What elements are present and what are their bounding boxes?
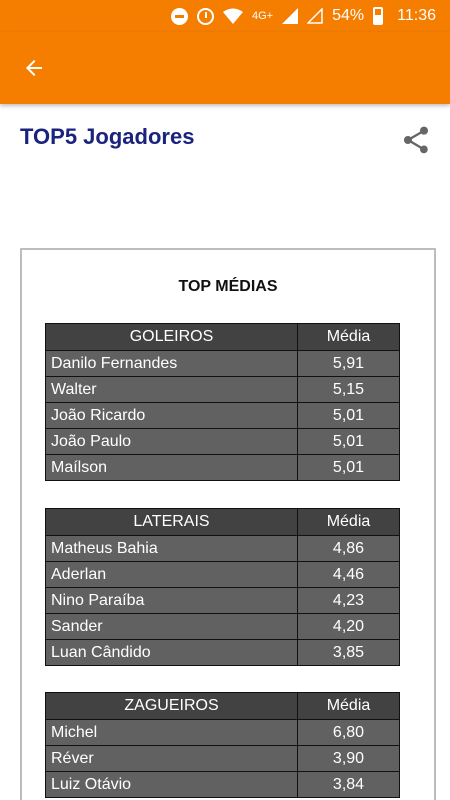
alarm-icon bbox=[197, 8, 214, 25]
player-name: Maílson bbox=[46, 455, 298, 481]
app-bar bbox=[0, 32, 450, 104]
network-type: 4G+ bbox=[252, 10, 274, 22]
table-row bbox=[46, 640, 400, 666]
player-value: 5,01 bbox=[298, 429, 400, 455]
player-value: 4,23 bbox=[298, 588, 400, 614]
arrow-back-icon bbox=[22, 56, 46, 80]
player-value: 5,01 bbox=[298, 455, 400, 481]
section-title: TOP MÉDIAS bbox=[178, 278, 278, 295]
player-name: Luiz Otávio bbox=[46, 772, 298, 798]
player-name: Danilo Fernandes bbox=[46, 351, 298, 377]
table-row bbox=[46, 614, 400, 640]
table-row bbox=[46, 377, 400, 403]
laterais-table bbox=[45, 508, 400, 666]
battery-text: 54% bbox=[332, 7, 365, 24]
signal-empty-icon bbox=[307, 8, 323, 24]
goleiros-table bbox=[45, 323, 400, 481]
signal-icon bbox=[282, 8, 298, 24]
table-row bbox=[46, 772, 400, 798]
position-header: GOLEIROS bbox=[46, 324, 298, 351]
player-name: Sander bbox=[46, 614, 298, 640]
status-bar bbox=[0, 0, 450, 32]
dnd-icon bbox=[171, 8, 188, 25]
battery-icon bbox=[373, 7, 383, 25]
zagueiros-table bbox=[45, 692, 400, 798]
player-value: 4,20 bbox=[298, 614, 400, 640]
table-row bbox=[46, 746, 400, 772]
value-header: Média bbox=[298, 509, 400, 536]
player-value: 5,01 bbox=[298, 403, 400, 429]
table-row bbox=[46, 588, 400, 614]
player-value: 4,86 bbox=[298, 536, 400, 562]
player-value: 3,90 bbox=[298, 746, 400, 772]
player-name: Réver bbox=[46, 746, 298, 772]
table-header-row bbox=[46, 693, 400, 720]
player-value: 3,84 bbox=[298, 772, 400, 798]
wifi-icon bbox=[223, 8, 243, 24]
share-icon bbox=[400, 124, 432, 156]
player-name: Nino Paraíba bbox=[46, 588, 298, 614]
player-value: 5,15 bbox=[298, 377, 400, 403]
value-header: Média bbox=[298, 324, 400, 351]
position-header: ZAGUEIROS bbox=[46, 693, 298, 720]
table-row bbox=[46, 720, 400, 746]
table-row bbox=[46, 351, 400, 377]
player-name: Aderlan bbox=[46, 562, 298, 588]
player-value: 3,85 bbox=[298, 640, 400, 666]
player-name: João Paulo bbox=[46, 429, 298, 455]
clock: 11:36 bbox=[397, 7, 436, 24]
table-header-row bbox=[46, 509, 400, 536]
player-name: Matheus Bahia bbox=[46, 536, 298, 562]
table-row bbox=[46, 455, 400, 481]
table-row bbox=[46, 536, 400, 562]
stats-card bbox=[20, 248, 436, 800]
page-title: TOP5 Jogadores bbox=[20, 124, 195, 149]
player-name: João Ricardo bbox=[46, 403, 298, 429]
position-header: LATERAIS bbox=[46, 509, 298, 536]
back-button[interactable] bbox=[18, 52, 50, 84]
player-name: Michel bbox=[46, 720, 298, 746]
player-value: 6,80 bbox=[298, 720, 400, 746]
player-name: Luan Cândido bbox=[46, 640, 298, 666]
table-row bbox=[46, 562, 400, 588]
player-value: 5,91 bbox=[298, 351, 400, 377]
table-row bbox=[46, 429, 400, 455]
player-value: 4,46 bbox=[298, 562, 400, 588]
share-button[interactable] bbox=[400, 124, 432, 156]
table-header-row bbox=[46, 324, 400, 351]
player-name: Walter bbox=[46, 377, 298, 403]
value-header: Média bbox=[298, 693, 400, 720]
table-row bbox=[46, 403, 400, 429]
